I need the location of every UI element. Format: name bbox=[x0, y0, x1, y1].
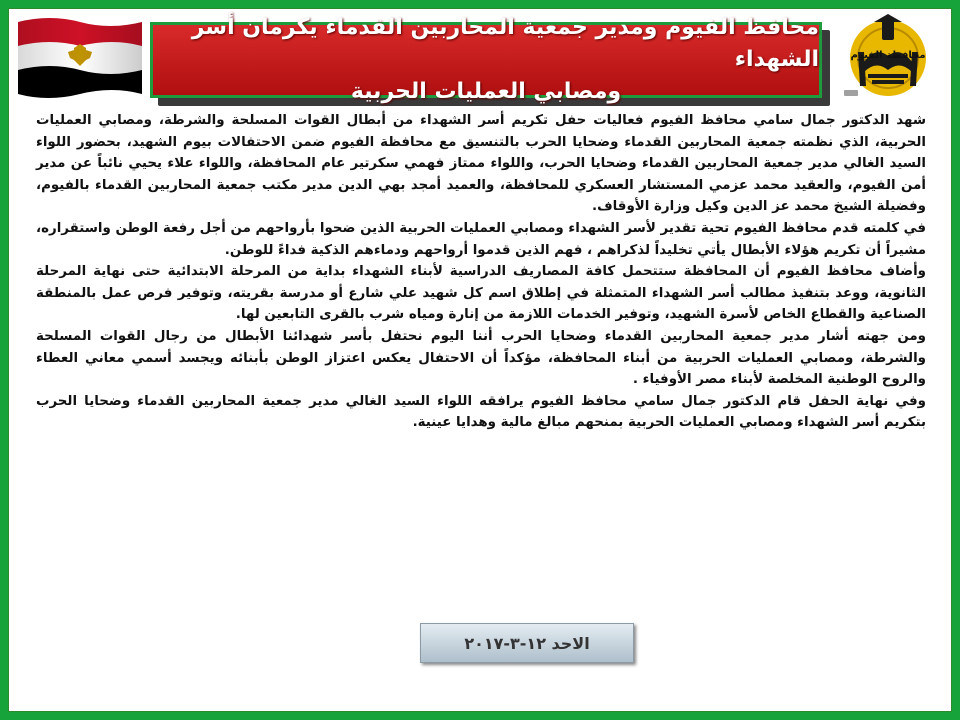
article-paragraph: وأضاف محافظ الفيوم أن المحافظة ستتحمل كافة المصاريف الدراسية لأبناء الشهداء بداية من المرحلة الابتدائية حتى نهاية المرحلة الثانوية، ووعد بتنفيذ مطالب أسر الشهداء المتمثلة في إطلاق اسم كل شهيد علي شارع أو مدرسة بقريته، وتوفير فرص عمل بالمنطقة الصناعية والقطاع الخاص لأسرة الشهيد، وتوفير الخدمات اللازمة من إنارة ومياه شرب بالقرى التابعين لها. bbox=[36, 264, 926, 323]
article-paragraph: في كلمته قدم محافظ الفيوم تحية تقدير لأسر الشهداء ومصابي العمليات الحربية الذين ضحوا بأرواحهم من أجل رفعة الوطن واستقراره، مشيراً أن تكريم هؤلاء الأبطال يأتي تخليداً لذكراهم ، فهم الذين قدموا أرواحهم ودماءهم الذكية فداءً للوطن. bbox=[36, 220, 926, 258]
headline-line-1: محافظ الفيوم ومدير جمعية المحاربين القدماء يكرمان أسر الشهداء bbox=[191, 15, 819, 72]
egypt-flag-icon bbox=[14, 14, 146, 98]
article-paragraph: وفي نهاية الحفل قام الدكتور جمال سامي محافظ الفيوم يرافقه اللواء السيد الغالي مدير جمعية المحاربين القدماء وضحايا الحرب بتكريم أسر الشهداء ومصابي العمليات الحربية بمنحهم مبالغ مالية وهدايا عينية. bbox=[36, 393, 926, 431]
emblem-caption: محافظة الفيوم bbox=[850, 50, 926, 61]
date-badge bbox=[420, 623, 634, 663]
headline-line-2: ومصابي العمليات الحربية bbox=[350, 79, 622, 104]
article-body bbox=[36, 110, 926, 434]
fayoum-emblem-icon bbox=[834, 12, 942, 100]
article-paragraph: ومن جهته أشار مدير جمعية المحاربين القدماء وضحايا الحرب أننا اليوم نحتفل بأسر شهدائنا الأبطال من رجال القوات المسلحة والشرطة، ومصابي العمليات الحربية من أبناء المحافظة، مؤكداً أن الاحتفال يعكس اعتزاز الوطن بأبنائه ويجسد أسمي معاني العطاء والروح الوطنية المخلصة لأبناء مصر الأوفياء . bbox=[36, 328, 926, 388]
article-paragraph: شهد الدكتور جمال سامي محافظ الفيوم فعاليات حفل تكريم أسر الشهداء من أبطال القوات المسلحة والشرطة، ومصابي العمليات الحربية، الذي نظمته جمعية المحاربين القدماء وضحايا الحرب بالتنسيق مع محافظة الفيوم ضمن الاحتفالات بيوم الشهيد، بحضور اللواء السيد الغالي مدير جمعية المحاربين القدماء وضحايا الحرب، واللواء ممتاز فهمي سكرتير عام المحافظة، واللواء علاء يحيي نائباً عن مدير أمن الفيوم، والعقيد محمد عزمي المستشار العسكري للمحافظة، والعميد أمجد بهي الدين مدير مكتب جمعية المحاربين القدماء بالفيوم، وفضيلة الشيخ محمد عز الدين وكيل وزارة الأوقاف. bbox=[36, 113, 926, 215]
date-text: الاحد ١٢-٣-٢٠١٧ bbox=[464, 633, 590, 653]
headline-banner bbox=[150, 15, 822, 104]
